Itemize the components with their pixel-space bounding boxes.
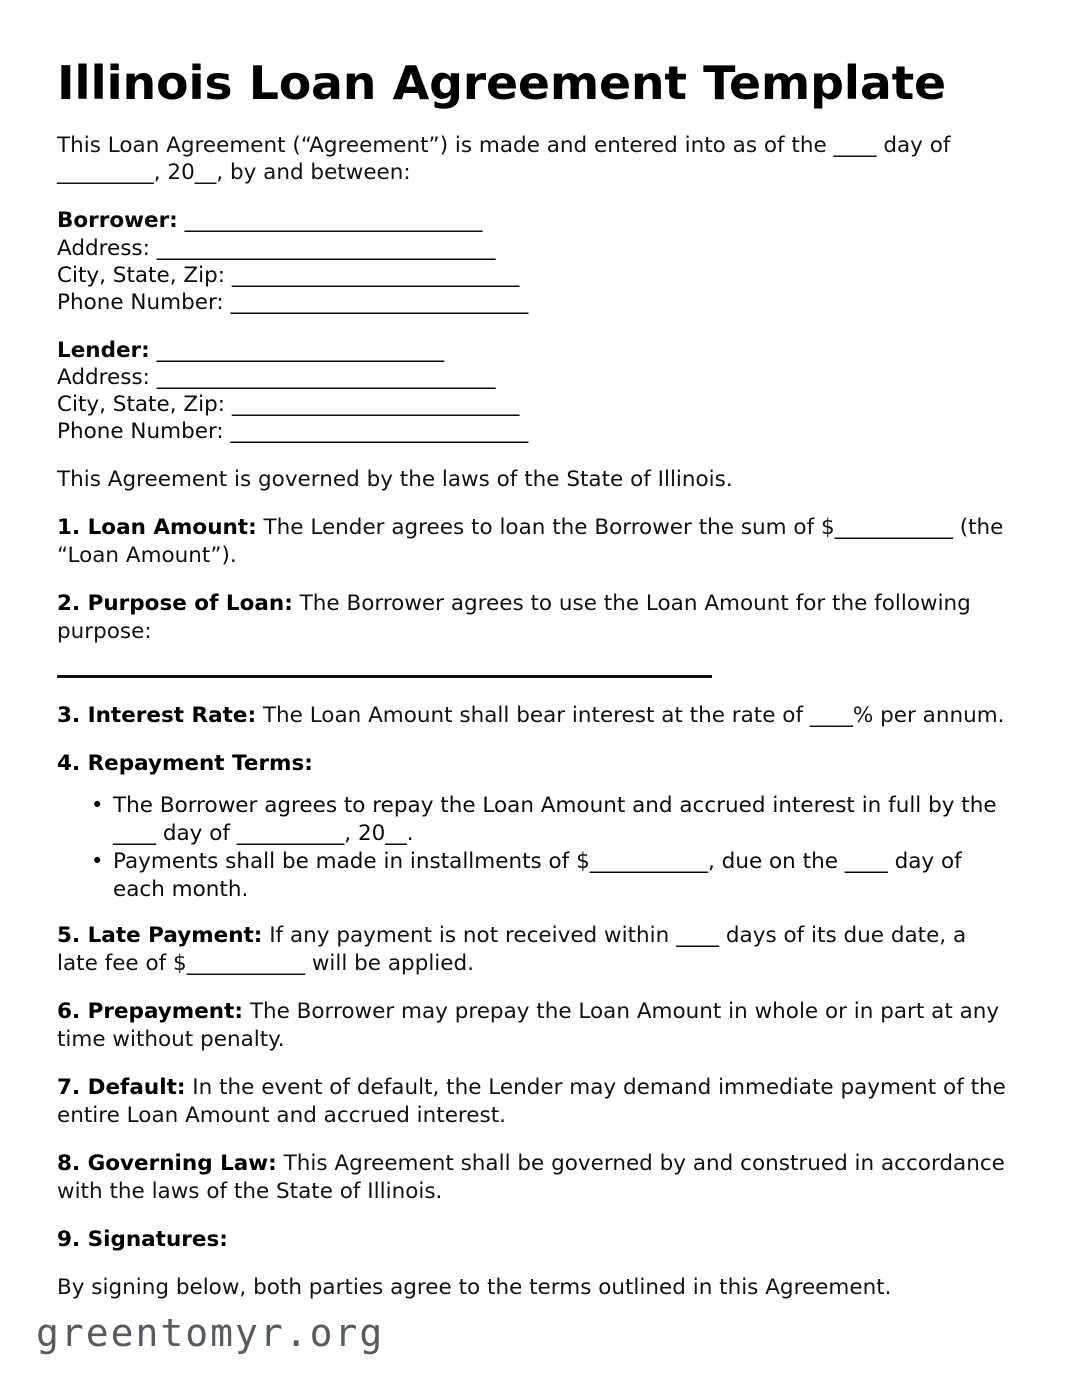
lender-city-row — [57, 391, 1009, 418]
clause-8-body: This Agreement shall be governed by and construed in accordance with the laws of the State of Illinois. — [57, 1150, 1005, 1204]
borrower-name-label: Borrower: — [57, 208, 178, 234]
borrower-name-blank[interactable]: _____________________________ — [184, 208, 482, 234]
clause-1-heading: 1. Loan Amount: — [57, 514, 257, 540]
clause-7-heading: 7. Default: — [57, 1074, 186, 1100]
clause-6-body: The Borrower may prepay the Loan Amount in whole or in part at any time without penalty. — [57, 998, 1000, 1052]
clause-2-body: The Borrower agrees to use the Loan Amount for the following purpose: — [57, 590, 971, 644]
governing-intro-paragraph: This Agreement is governed by the laws of the State of Illinois. — [57, 466, 733, 492]
clause-4-repayment-terms — [57, 750, 1009, 778]
document-body — [57, 58, 1009, 1321]
borrower-block — [57, 207, 1009, 316]
lender-address-label: Address: — [57, 364, 150, 390]
purpose-write-in-line[interactable] — [57, 675, 712, 678]
clause-6-prepayment — [57, 998, 1009, 1054]
lender-city-label: City, State, Zip: — [57, 392, 225, 418]
clause-5-body: If any payment is not received within ____ days of its due date, a late fee of $___________ will be applied. — [57, 923, 967, 977]
intro-paragraph: This Loan Agreement (“Agreement”) is made and entered into as of the ____ day of _________, 20__, by and between: — [57, 132, 951, 186]
borrower-city-blank[interactable]: ____________________________ — [231, 262, 519, 288]
borrower-address-row — [57, 235, 1009, 262]
clause-6-heading: 6. Prepayment: — [57, 998, 243, 1024]
lender-block — [57, 337, 1009, 446]
borrower-address-label: Address: — [57, 235, 150, 261]
clause-9-signatures — [57, 1226, 1009, 1254]
clause-3-heading: 3. Interest Rate: — [57, 703, 257, 729]
borrower-city-label: City, State, Zip: — [57, 262, 225, 288]
borrower-phone-blank[interactable]: _____________________________ — [230, 290, 528, 316]
clause-1-loan-amount — [57, 514, 1009, 570]
clause-8-governing-law — [57, 1150, 1009, 1206]
clause-4-heading: 4. Repayment Terms: — [57, 751, 313, 777]
lender-address-blank[interactable]: _________________________________ — [156, 364, 495, 390]
borrower-city-row — [57, 262, 1009, 289]
lender-phone-blank[interactable]: _____________________________ — [230, 419, 528, 445]
clause-8-heading: 8. Governing Law: — [57, 1150, 277, 1176]
clause-3-interest-rate — [57, 702, 1009, 730]
clause-1-body: The Lender agrees to loan the Borrower the sum of $___________ (the “Loan Amount”). — [57, 514, 1004, 568]
repayment-bullet-list — [57, 792, 1009, 904]
site-watermark — [36, 1310, 384, 1356]
clause-2-heading: 2. Purpose of Loan: — [57, 590, 293, 616]
lender-city-blank[interactable]: ____________________________ — [231, 392, 519, 418]
signature-instruction: By signing below, both parties agree to the terms outlined in this Agreement. — [57, 1274, 892, 1300]
borrower-phone-label: Phone Number: — [57, 290, 224, 316]
clause-2-purpose-of-loan — [57, 590, 1009, 646]
borrower-name-row — [57, 207, 1009, 234]
lender-phone-row — [57, 418, 1009, 445]
list-item: • Payments shall be made in installments of $___________, due on the ____ day of each month. — [113, 848, 1009, 904]
lender-name-blank[interactable]: ____________________________ — [156, 337, 444, 363]
watermark-text: greentomyr.org — [36, 1311, 385, 1355]
clause-7-body: In the event of default, the Lender may demand immediate payment of the entire Loan Amount and accrued interest. — [57, 1074, 1006, 1128]
lender-address-row — [57, 364, 1009, 391]
clause-7-default — [57, 1074, 1009, 1130]
lender-name-label: Lender: — [57, 337, 150, 363]
lender-name-row — [57, 337, 1009, 364]
borrower-phone-row — [57, 289, 1009, 316]
clause-5-late-payment — [57, 922, 1009, 978]
clause-5-heading: 5. Late Payment: — [57, 923, 263, 949]
page-title: Illinois Loan Agreement Template — [57, 56, 946, 110]
lender-phone-label: Phone Number: — [57, 419, 224, 445]
clause-3-body: The Loan Amount shall bear interest at the rate of ____% per annum. — [256, 703, 1005, 729]
clause-9-heading: 9. Signatures: — [57, 1226, 228, 1252]
list-item: • The Borrower agrees to repay the Loan Amount and accrued interest in full by the ____ day of __________, 20__. — [113, 792, 1009, 848]
borrower-address-blank[interactable]: _________________________________ — [156, 235, 495, 261]
